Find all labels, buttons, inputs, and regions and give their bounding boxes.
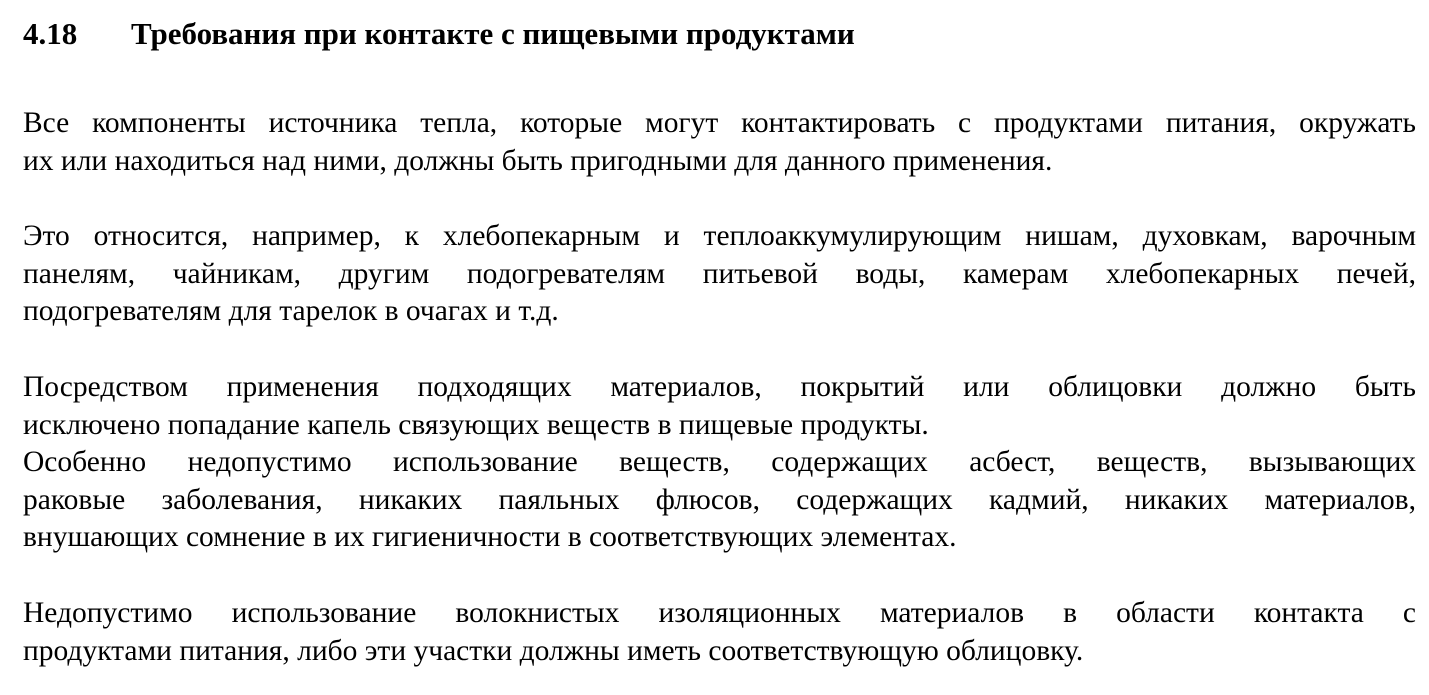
paragraph-prohibited-substances: [23, 444, 1416, 557]
section-number: 4.18: [23, 16, 78, 51]
section-title: Требования при контакте с пищевыми продуктами: [131, 16, 855, 51]
section-heading: [23, 14, 1416, 54]
paragraph-line: Особенно недопустимо использование веществ, содержащих асбест, веществ, вызывающих: [23, 446, 1416, 478]
paragraph-components: [23, 105, 1416, 180]
paragraph-line: Все компоненты источника тепла, которые могут контактировать с продуктами питания, окружать: [23, 107, 1416, 139]
paragraph-fibrous-insulation: [23, 595, 1416, 670]
paragraph-line: внушающих сомнение в их гигиеничности в соответствующих элементах.: [23, 521, 957, 554]
paragraph-line: подогревателям для тарелок в очагах и т.д.: [23, 295, 559, 328]
paragraph-line: Посредством применения подходящих материалов, покрытий или облицовки должно быть: [23, 371, 1416, 403]
paragraph-examples: [23, 218, 1416, 331]
paragraph-line: панелям, чайникам, другим подогревателям питьевой воды, камерам хлебопекарных печей,: [23, 257, 1416, 290]
paragraph-line: раковые заболевания, никаких паяльных флюсов, содержащих кадмий, никаких материалов,: [23, 483, 1416, 516]
paragraph-line: исключено попадание капель связующих веществ в пищевые продукты.: [23, 408, 929, 441]
paragraph-line: Недопустимо использование волокнистых изоляционных материалов в области контакта с: [23, 597, 1416, 629]
paragraph-materials: [23, 369, 1416, 444]
paragraph-line: Это относится, например, к хлебопекарным и теплоаккумулирующим нишам, духовкам, варочным: [23, 220, 1416, 252]
paragraph-line: их или находиться над ними, должны быть пригодными для данного применения.: [23, 144, 1053, 177]
paragraph-line: продуктами питания, либо эти участки должны иметь соответствующую облицовку.: [23, 634, 1084, 667]
